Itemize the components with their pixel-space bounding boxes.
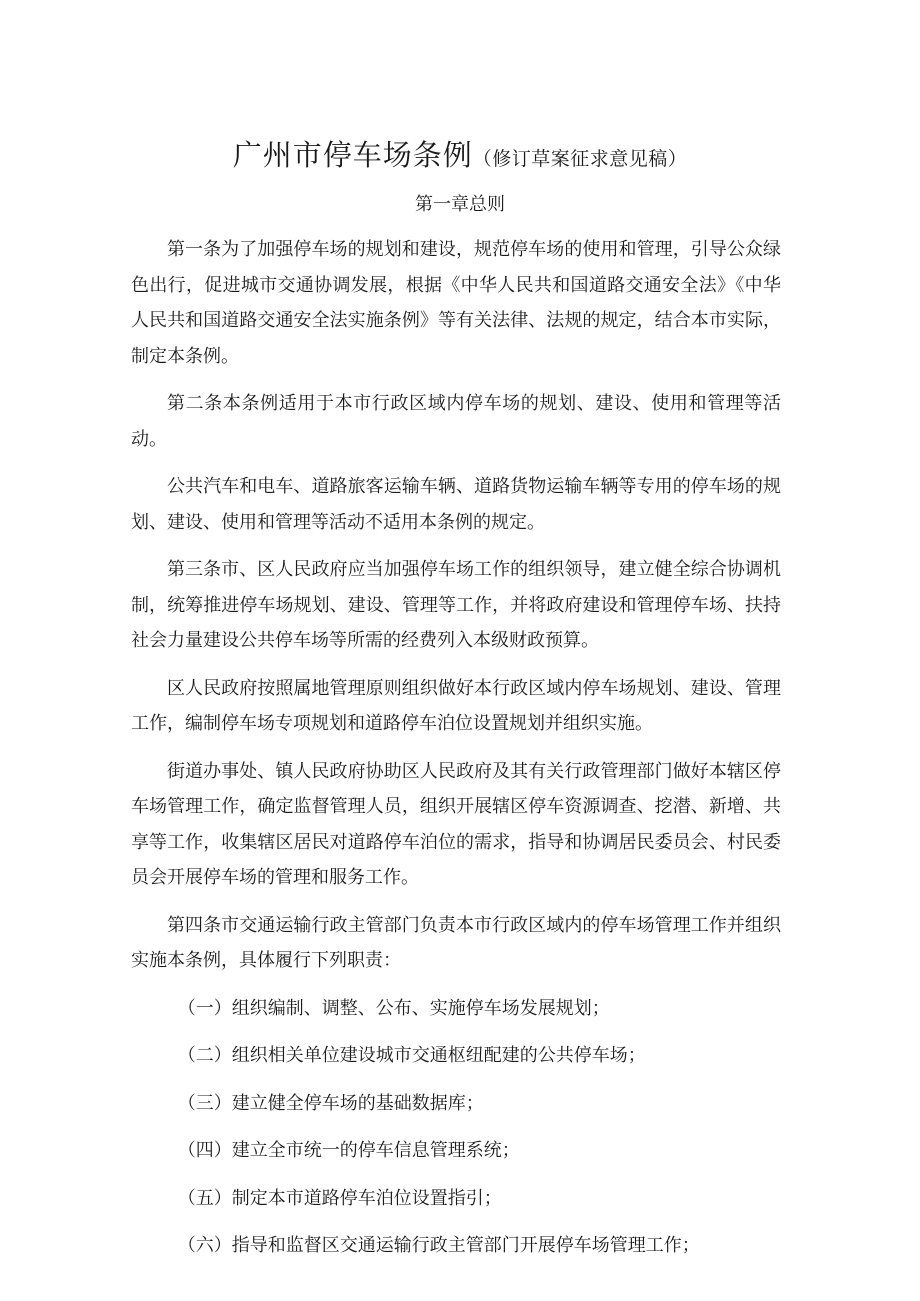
article-4-paragraph: 第四条市交通运输行政主管部门负责本市行政区域内的停车场管理工作并组织实施本条例，具体履行下列职责： [131, 914, 781, 971]
duty-item-1: （一）组织编制、调整、公布、实施停车场发展规划； [177, 997, 610, 1019]
duty-item-6: （六）指导和监督区交通运输行政主管部门开展停车场管理工作； [177, 1235, 700, 1256]
duty-item-2: （二）组织相关单位建设城市交通枢纽配建的公共停车场； [177, 1045, 646, 1066]
document-title [0, 133, 920, 174]
duty-item-5: （五）制定本市道路停车泊位设置指引； [177, 1187, 502, 1209]
article-2-clause-paragraph: 公共汽车和电车、道路旅客运输车辆、道路货物运输车辆等专用的停车场的规划、建设、使用和管理等活动不适用本条例的规定。 [131, 476, 781, 533]
title-main: 广州市停车场条例 [232, 138, 473, 172]
title-subtitle: （修订草案征求意见稿） [472, 148, 688, 170]
article-3-street-paragraph: 街道办事处、镇人民政府协助区人民政府及其有关行政管理部门做好本辖区停车场管理工作，确定监督管理人员，组织开展辖区停车资源调查、挖潜、新增、共享等工作，收集辖区居民对道路停车泊位的需求，指导和协调居民委员会、村民委员会开展停车场的管理和服务工作。 [131, 760, 781, 888]
duty-item-4: （四）建立全市统一的停车信息管理系统； [177, 1140, 520, 1161]
article-2-paragraph: 第二条本条例适用于本市行政区域内停车场的规划、建设、使用和管理等活动。 [131, 393, 781, 450]
article-1-paragraph: 第一条为了加强停车场的规划和建设，规范停车场的使用和管理，引导公众绿色出行，促进城市交通协调发展，根据《中华人民共和国道路交通安全法》《中华人民共和国道路交通安全法实施条例》等有关法律、法规的规定，结合本市实际，制定本条例。 [131, 239, 781, 367]
article-3-paragraph: 第三条市、区人民政府应当加强停车场工作的组织领导，建立健全综合协调机制，统筹推进停车场规划、建设、管理等工作，并将政府建设和管理停车场、扶持社会力量建设公共停车场等所需的经费列入本级财政预算。 [131, 559, 781, 651]
chapter-heading: 第一章总则 [415, 194, 505, 215]
duty-item-3: （三）建立健全停车场的基础数据库； [177, 1092, 484, 1114]
article-3-district-paragraph: 区人民政府按照属地管理原则组织做好本行政区域内停车场规划、建设、管理工作，编制停车场专项规划和道路停车泊位设置规划并组织实施。 [131, 677, 781, 734]
document-body [131, 232, 781, 1276]
